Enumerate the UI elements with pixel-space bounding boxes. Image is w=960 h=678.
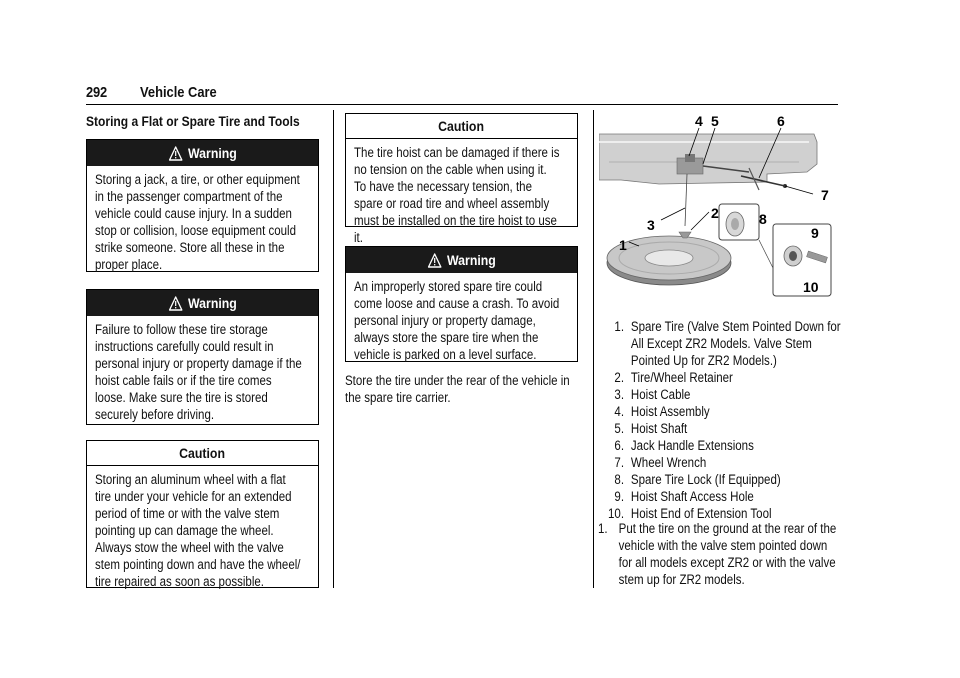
warning-icon [168,146,182,161]
callout-8: 8 [759,211,767,227]
caution-label: Caution [179,445,226,461]
header-rule [86,104,838,105]
paragraph-text: Store the tire under the rear of the vehicle in the spare tire carrier. [345,373,570,405]
legend-item: 10. Hoist End of Extension Tool [608,506,772,521]
caution-header [87,441,318,466]
warning-header [87,290,318,316]
legend-item: 1. Spare Tire (Valve Stem Pointed Down for All Except ZR2 Models. Valve Stem Pointed Up for ZR2 Models.) [614,319,841,368]
callout-3: 3 [647,217,655,233]
callout-7: 7 [821,187,829,203]
page-number: 292 [86,84,108,101]
warning-icon [427,253,441,268]
legend-item: 7. Wheel Wrench [614,455,707,470]
warning-text: Storing a jack, a tire, or other equipment in the passenger compartment of the vehicle could cause injury. In a sudden stop or collision, loose equipment could strike someone. Store all these in the proper place. [95,172,300,272]
legend-item: 8. Spare Tire Lock (If Equipped) [614,472,781,487]
storage-paragraph [345,372,577,406]
step-item: 1. Put the tire on the ground at the rear of the vehicle with the valve stem pointed down for all models except ZR2 or with the valve stem up for ZR2 models. [598,521,837,587]
callout-6: 6 [777,113,785,129]
callout-2: 2 [711,205,719,221]
callout-5: 5 [711,113,719,129]
caution-text: Storing an aluminum wheel with a flat tire under your vehicle for an extended period of time or with the valve stem pointing up can damage the wheel. Always stow the wheel with the valve stem pointing down and have the wheel/ tire repaired as soon as possible. [95,472,301,589]
warning-icon [168,296,182,311]
callout-9: 9 [811,225,819,241]
caution-header [346,114,577,139]
page-header [86,84,838,104]
spare-tire-figure [599,108,839,304]
column-divider-2 [593,110,594,588]
caution-box-2 [345,113,578,245]
warning-header [87,140,318,166]
caution-label: Caution [438,118,485,134]
warning-box-2 [86,289,319,425]
figure-legend [608,318,844,522]
warning-box-1 [86,139,319,272]
column-divider-1 [333,110,334,588]
warning-text: An improperly stored spare tire could come loose and cause a crash. To avoid personal injury or property damage, always store the spare tire when the vehicle is parked on a level surface. [354,279,560,362]
legend-item: 5. Hoist Shaft [614,421,688,436]
procedure-steps [598,520,844,588]
legend-item: 4. Hoist Assembly [614,404,710,419]
warning-label: Warning [446,252,496,268]
warning-box-3 [345,246,578,362]
callout-1: 1 [619,237,627,253]
callout-4: 4 [695,113,703,129]
warning-header [346,247,577,273]
callout-10: 10 [803,279,819,295]
legend-item: 3. Hoist Cable [614,387,691,402]
warning-label: Warning [187,295,237,311]
legend-item: 9. Hoist Shaft Access Hole [614,489,754,504]
caution-text: The tire hoist can be damaged if there is no tension on the cable when using it. To have the necessary tension, the spare or road tire and wheel assembly must be installed on the tire hoist to use it. [354,145,560,245]
section-name: Vehicle Care [140,84,217,101]
section-title: Storing a Flat or Spare Tire and Tools [86,113,300,129]
legend-item: 6. Jack Handle Extensions [614,438,754,453]
warning-label: Warning [187,145,237,161]
warning-text: Failure to follow these tire storage instructions carefully could result in personal injury or property damage if the hoist cable fails or if the tire comes loose. Make sure the tire is stored securely before driving. [95,322,302,422]
caution-box-1 [86,440,319,588]
legend-item: 2. Tire/Wheel Retainer [614,370,733,385]
